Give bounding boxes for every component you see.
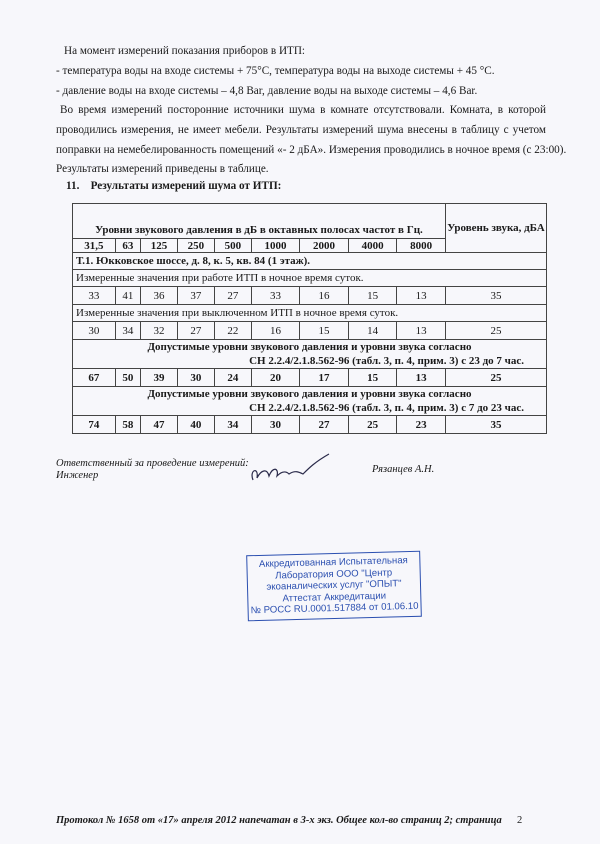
value-cell: 27	[177, 322, 214, 340]
frequency-cell: 125	[141, 239, 178, 253]
value-cell: 27	[214, 287, 251, 305]
value-cell: 15	[300, 322, 349, 340]
engineer-label: Инженер	[56, 470, 99, 481]
stamp-line: Аттестат Аккредитации	[282, 590, 387, 604]
value-cell: 30	[177, 369, 214, 387]
intro-paragraph: Результаты измерений приведены в таблице.	[56, 163, 269, 175]
value-cell: 74	[73, 416, 116, 434]
level-cell: 35	[446, 287, 547, 305]
value-cell: 16	[251, 322, 300, 340]
frequency-cell: 8000	[397, 239, 446, 253]
value-cell: 50	[115, 369, 140, 387]
row-label	[73, 387, 547, 416]
stamp-line: экоаналических услуг "ОПЫТ"	[266, 578, 402, 593]
accreditation-stamp	[246, 551, 422, 621]
frequency-cell: 4000	[348, 239, 397, 253]
value-cell: 15	[348, 287, 397, 305]
intro-line: - температура воды на входе системы + 75°С, температура воды на выходе системы + 45 °С.	[56, 65, 495, 77]
value-cell: 67	[73, 369, 116, 387]
engineer-name: Рязанцев А.Н.	[372, 464, 435, 475]
value-cell: 32	[141, 322, 178, 340]
table-row	[73, 287, 547, 305]
row-label: Измеренные значения при выключенном ИТП в ночное время суток.	[73, 305, 547, 322]
signature-icon	[245, 452, 335, 488]
stamp-line: Лаборатория ООО "Центр	[275, 566, 393, 582]
value-cell: 33	[73, 287, 116, 305]
location-row: Т.1. Юкковское шоссе, д. 8, к. 5, кв. 84 (1 этаж).	[73, 253, 547, 270]
row-label-line: Допустимые уровни звукового давления и уровни звука согласно	[147, 388, 472, 400]
value-cell: 20	[251, 369, 300, 387]
stamp-line: № РОСС RU.0001.517884 от 01.06.10	[250, 600, 419, 617]
value-cell: 13	[397, 287, 446, 305]
value-cell: 15	[348, 369, 397, 387]
value-cell: 41	[115, 287, 140, 305]
value-cell: 40	[177, 416, 214, 434]
level-cell: 25	[446, 369, 547, 387]
table-row	[73, 369, 547, 387]
value-cell: 30	[73, 322, 116, 340]
section-number: 11.	[66, 180, 80, 192]
value-cell: 25	[348, 416, 397, 434]
intro-paragraph: проводились измерения, не имеет мебели. Результаты измерений шума внесены в таблицу с учетом	[56, 124, 546, 136]
level-header: Уровень звука, дБА	[446, 204, 547, 253]
page-number: 2	[517, 815, 523, 826]
value-cell: 34	[115, 322, 140, 340]
stamp-line: Аккредитованная Испытательная	[258, 555, 408, 570]
value-cell: 30	[251, 416, 300, 434]
value-cell: 36	[141, 287, 178, 305]
value-cell: 34	[214, 416, 251, 434]
value-cell: 17	[300, 369, 349, 387]
value-cell: 39	[141, 369, 178, 387]
table-row	[73, 416, 547, 434]
value-cell: 27	[300, 416, 349, 434]
section-title: Результаты измерений шума от ИТП:	[90, 180, 282, 192]
frequency-cell: 31,5	[73, 239, 116, 253]
frequency-cell: 500	[214, 239, 251, 253]
value-cell: 58	[115, 416, 140, 434]
frequency-cell: 2000	[300, 239, 349, 253]
frequency-cell: 1000	[251, 239, 300, 253]
table-header: Уровни звукового давления в дБ в октавных полосах частот в Гц.	[73, 204, 446, 239]
intro-paragraph: Во время измерений посторонние источники шума в комнате отсутствовали. Комната, в которой	[60, 104, 546, 116]
value-cell: 37	[177, 287, 214, 305]
section-heading	[66, 180, 556, 192]
row-label-line: Допустимые уровни звукового давления и уровни звука согласно	[147, 341, 472, 353]
row-label-line: СН 2.2.4/2.1.8.562-96 (табл. 3, п. 4, прим. 3) с 23 до 7 час.	[249, 355, 524, 367]
responsible-label: Ответственный за проведение измерений:	[56, 458, 249, 469]
noise-results-table	[72, 203, 547, 434]
intro-line: На момент измерений показания приборов в ИТП:	[64, 45, 306, 57]
row-label-line: СН 2.2.4/2.1.8.562-96 (табл. 3, п. 4, прим. 3) с 7 до 23 час.	[249, 402, 524, 414]
value-cell: 47	[141, 416, 178, 434]
frequency-cell: 63	[115, 239, 140, 253]
table-row	[73, 322, 547, 340]
row-label	[73, 340, 547, 369]
footer-text: Протокол № 1658 от «17» апреля 2012 напечатан в 3-х экз. Общее кол-во страниц 2; страница	[56, 815, 502, 826]
intro-line: - давление воды на входе системы – 4,8 Bar, давление воды на выходе системы – 4,6 Bar.	[56, 85, 478, 97]
value-cell: 13	[397, 369, 446, 387]
value-cell: 22	[214, 322, 251, 340]
value-cell: 14	[348, 322, 397, 340]
level-cell: 35	[446, 416, 547, 434]
value-cell: 13	[397, 322, 446, 340]
value-cell: 24	[214, 369, 251, 387]
level-cell: 25	[446, 322, 547, 340]
value-cell: 33	[251, 287, 300, 305]
value-cell: 23	[397, 416, 446, 434]
intro-paragraph: поправки на немебелированность помещений «- 2 дБА». Измерения проводились в ночное время (с 23:00).	[56, 144, 567, 156]
frequency-cell: 250	[177, 239, 214, 253]
value-cell: 16	[300, 287, 349, 305]
row-label: Измеренные значения при работе ИТП в ночное время суток.	[73, 270, 547, 287]
